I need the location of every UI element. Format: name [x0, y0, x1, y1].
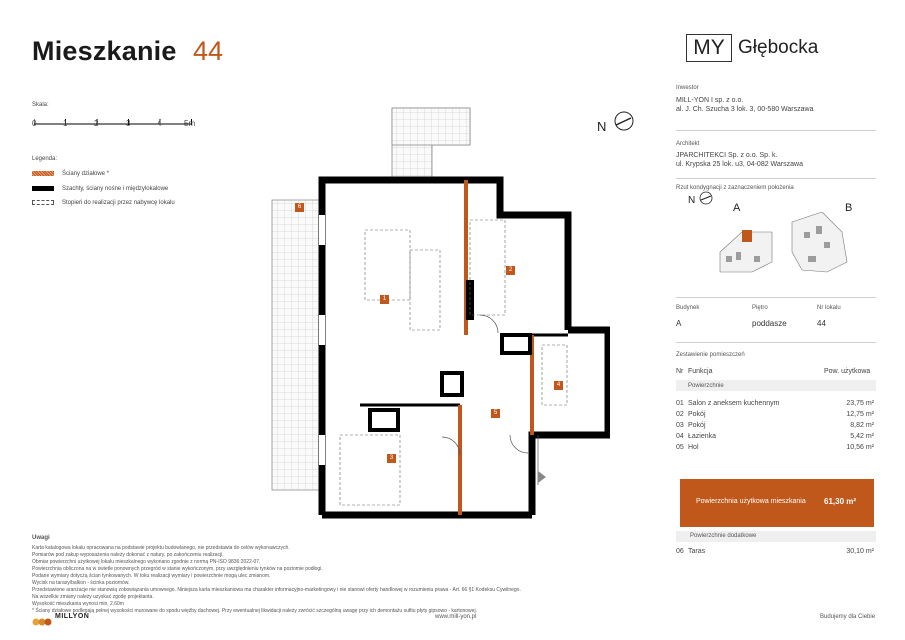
architect-line2: ul. Krypska 25 lok. u3, 04-082 Warszawa [676, 161, 803, 168]
total-area-label: Powierzchnia użytkowa mieszkania [696, 498, 806, 505]
room-marker-2: 2 [506, 266, 515, 275]
legend-item-partition: Ściany działowe * [62, 171, 110, 177]
extra-name: Taras [688, 548, 706, 555]
millyon-logo-icon [32, 613, 52, 631]
apartment-no-value: 44 [817, 319, 826, 328]
investor-line1: MILL-YON I sp. z o.o. [676, 97, 744, 104]
note-line: Obmiar powierzchni użytkowej lokalu mieszkalnego wykonano zgodnie z normą PN-ISO 9836:2022-07. [32, 559, 261, 565]
total-area-value: 61,30 m² [824, 497, 857, 506]
legend-title: Legenda: [32, 156, 58, 162]
north-arrow-icon [698, 190, 714, 211]
extra-area: 30,10 m² [846, 548, 874, 555]
legend-structural-swatch [32, 186, 54, 191]
scale-label: Skala: [32, 102, 49, 108]
room-nr: 02 [676, 411, 684, 418]
room-area: 23,75 m² [846, 400, 874, 407]
room-nr: 01 [676, 400, 684, 407]
floor-plan [270, 105, 610, 525]
notes-heading: Uwagi [32, 535, 50, 541]
note-line: Na wszelkie zmiany należy uzyskać zgodę projektanta. [32, 594, 154, 600]
room-row [676, 433, 876, 443]
room-marker-4: 4 [554, 381, 563, 390]
room-name: Hol [688, 444, 699, 451]
key-plan-building-b: B [845, 202, 853, 214]
room-row [676, 411, 876, 421]
building-value: A [676, 319, 682, 328]
footer-tagline: Budujemy dla Ciebie [820, 614, 876, 620]
note-line: Wysokość mieszkania wynosi min. 2,60m [32, 601, 124, 607]
divider [676, 297, 876, 298]
room-row [676, 400, 876, 410]
room-marker-1: 1 [380, 295, 389, 304]
room-name: Pokój [688, 422, 706, 429]
floor-label: Piętro [752, 305, 768, 311]
room-name: Salon z aneksem kuchennym [688, 400, 780, 407]
room-area: 8,82 m² [850, 422, 874, 429]
room-marker-3: 3 [387, 454, 396, 463]
brand-logo-name: Głębocka [738, 37, 819, 58]
key-plan-map [712, 212, 876, 289]
investor-line2: al. J. Ch. Szucha 3 lok. 3, 00-580 Warszawa [676, 106, 814, 113]
legend-item-structural: Szachty, ściany nośne i międzylokalowe [62, 186, 169, 192]
note-line: Powierzchnia obliczona na w świetle ponownych przegród w stanie wykończonym, przy uwzględnieniu tynków na poziomie podłogi. [32, 566, 323, 572]
rooms-col-function: Funkcja [688, 368, 713, 375]
scale-tick-4: 4 [157, 119, 162, 128]
note-line: Wycisk na tarasy/balkon - ścinka poziomów. [32, 580, 130, 586]
key-plan-north: N [688, 195, 696, 206]
room-name: Pokój [688, 411, 706, 418]
room-nr: 05 [676, 444, 684, 451]
apartment-no-label: Nr lokalu [817, 305, 841, 311]
scale-bar [34, 113, 192, 120]
north-label: N [597, 119, 607, 134]
rooms-heading: Zestawienie pomieszczeń [676, 352, 745, 358]
legend-step-swatch [32, 200, 54, 205]
notes-block [32, 545, 632, 615]
room-nr: 03 [676, 422, 684, 429]
room-area: 10,56 m² [846, 444, 874, 451]
divider [676, 342, 876, 343]
scale-tick-0: 0 [32, 119, 37, 128]
scale-tick-2: 2 [94, 119, 99, 128]
room-name: Łazienka [688, 433, 717, 440]
extra-nr: 06 [676, 548, 684, 555]
extra-heading: Powierzchnie dodatkowe [690, 533, 757, 539]
key-plan-heading: Rzut kondygnacji z zaznaczeniem położenia [676, 185, 794, 191]
footer-url[interactable]: www.mill-yon.pl [435, 614, 477, 620]
room-nr: 04 [676, 433, 684, 440]
note-line: Pomiarów pod zakup wyposażenia należy dokonać z natury, po zakończeniu realizacji. [32, 552, 224, 558]
note-line: * Ściany działowe podlegają pełnej wysokości murowane do spodu więźby dachowej. Przy ewentualnej likwidacji należy zwrócić szczególną uwagę przy ich demontażu sufitu płyty gipsowo - kartonowej. [32, 608, 477, 614]
room-row [676, 422, 876, 432]
key-plan-building-a: A [733, 202, 741, 214]
footer-company: MILLYON [55, 613, 90, 620]
architect-heading: Architekt [676, 141, 700, 147]
room-area: 5,42 m² [850, 433, 874, 440]
note-line: Przedstawione aranżacje nie stanowią zobowiązania umownego. Niniejsza karta mieszkaniowa ma charakter informacyjno-marketingowy i nie stanowi oferty handlowej w rozumieniu prawa - Art. 66 §1 Kodeksu Cywilnego. [32, 587, 521, 593]
legend-item-step: Stopień do realizacji przez nabywcę lokalu [62, 200, 175, 206]
apartment-number: 44 [193, 36, 224, 66]
divider [676, 130, 876, 131]
brand-logo-box: MY [686, 34, 732, 62]
scale-tick-3: 3 [126, 119, 131, 128]
room-marker-6: 6 [295, 203, 304, 212]
building-label: Budynek [676, 305, 700, 311]
room-area: 12,75 m² [846, 411, 874, 418]
north-arrow-icon [613, 110, 635, 137]
rooms-section-label: Powierzchnie [688, 383, 724, 389]
page-title: Mieszkanie [32, 36, 177, 66]
divider [676, 178, 876, 179]
rooms-col-area: Pow. użytkowa [824, 368, 871, 375]
note-line: Karta katalogowa lokalu opracowana na podstawie projektu budowlanego, nie przedstawia do celów wykonawczych. [32, 545, 290, 551]
room-marker-5: 5 [491, 409, 500, 418]
legend-partition-swatch [32, 171, 54, 176]
rooms-col-nr: Nr [676, 368, 684, 375]
scale-tick-1: 1 [63, 119, 68, 128]
floor-value: poddasze [752, 319, 787, 328]
total-area-box [680, 479, 874, 527]
investor-heading: Inwestor [676, 85, 699, 91]
room-row [676, 444, 876, 454]
scale-tick-5: 5m [184, 119, 196, 128]
note-line: Podane wymiary dotyczą ścian tynkowanych. W toku realizacji wymiary i powierzchnie mogą ulec zmianom. [32, 573, 271, 579]
architect-line1: JPARCHITEKCI Sp. z o.o. Sp. k. [676, 152, 778, 159]
